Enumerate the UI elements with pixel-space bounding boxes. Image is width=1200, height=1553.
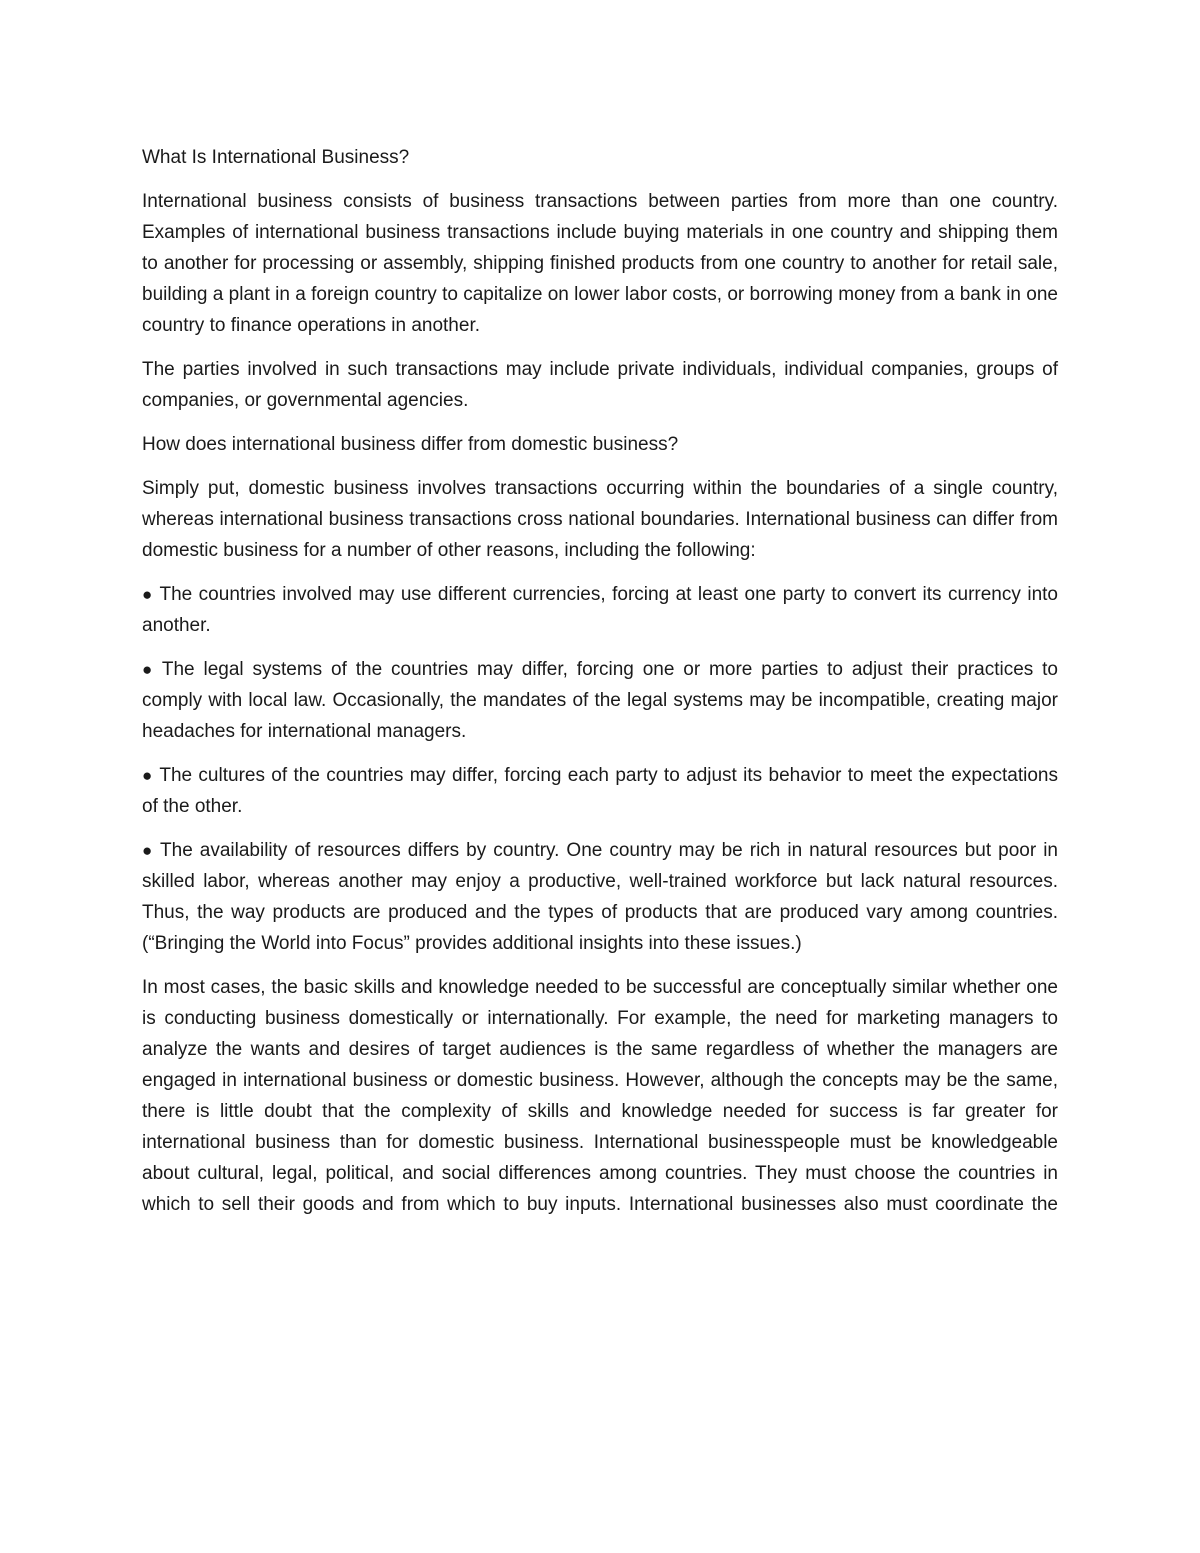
heading-what-is-international-business: What Is International Business? [142,147,410,168]
paragraph-definition: International business consists of business transactions between parties from more than one country. Examples of international business transactions include buying materials in one country and shipping them to another for processing or assembly, shipping finished products from one country to another for retail sale, building a plant in a foreign country to capitalize on lower labor costs, or borrowing money from a bank in one country to finance operations in another. [142,191,1058,336]
bullet-icon: ● [142,585,154,604]
bullet-text: The cultures of the countries may differ, forcing each party to adjust its behavior to meet the expectations of the other. [142,765,1058,817]
bullet-item-currencies [142,579,1058,641]
bullet-text: The countries involved may use different currencies, forcing at least one party to convert its currency into another. [142,584,1058,636]
paragraph-parties: The parties involved in such transactions may include private individuals, individual companies, groups of companies, or governmental agencies. [142,359,1058,411]
bullet-icon: ● [142,766,154,785]
paragraph-skills-knowledge: In most cases, the basic skills and knowledge needed to be successful are conceptually similar whether one is conducting business domestically or internationally. For example, the need for marketing managers to analyze the wants and desires of target audiences is the same regardless of whether the managers are engaged in international business or domestic business. However, although the concepts may be the same, there is little doubt that the complexity of skills and knowledge needed for success is far greater for international business than for domestic business. International businesspeople must be knowledgeable about cultural, legal, political, and social differences among countries. They must choose the countries in which to sell their goods and from which to buy inputs. International businesses also must coordinate the [142,977,1058,1215]
bullet-icon: ● [142,660,156,679]
bullet-text: The legal systems of the countries may differ, forcing one or more parties to adjust their practices to comply with local law. Occasionally, the mandates of the legal systems may be incompatible, creating major headaches for international managers. [142,659,1058,742]
paragraph-domestic-vs-international: Simply put, domestic business involves transactions occurring within the boundaries of a single country, whereas international business transactions cross national boundaries. International business can differ from domestic business for a number of other reasons, including the following: [142,478,1058,561]
bullet-icon: ● [142,841,155,860]
bullet-text: The availability of resources differs by country. One country may be rich in natural resources but poor in skilled labor, whereas another may enjoy a productive, well-trained workforce but lack natural resources. Thus, the way products are produced and the types of products that are produced vary among countries. (“Bringing the World into Focus” provides additional insights into these issues.) [142,840,1058,954]
bullet-item-resources [142,835,1058,959]
bullet-item-legal-systems [142,654,1058,747]
bullet-item-cultures [142,760,1058,822]
document-page [142,142,1058,1220]
heading-how-does-it-differ: How does international business differ from domestic business? [142,434,679,455]
